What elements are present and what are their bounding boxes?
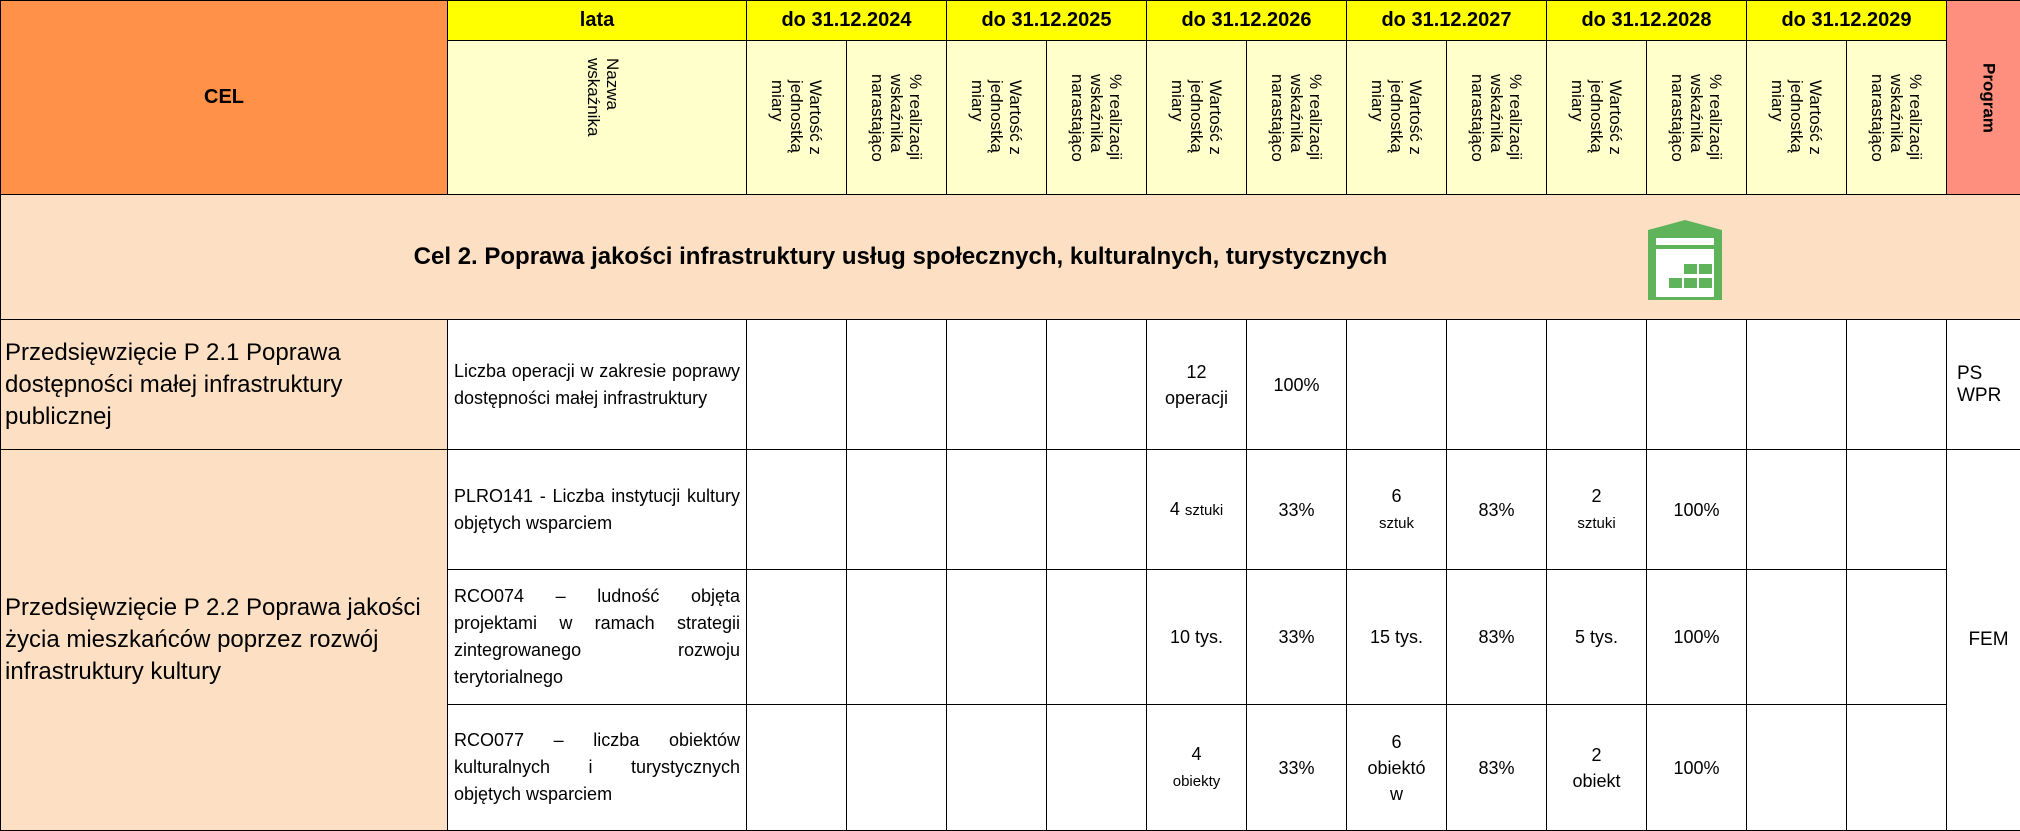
header-wartosc: Wartość z jednostką miary	[947, 41, 1047, 195]
pct-2028: 100%	[1647, 705, 1747, 831]
header-wartosc: Wartość z jednostką miary	[1347, 41, 1447, 195]
pct-2026: 33%	[1247, 570, 1347, 705]
pct-2028: 100%	[1647, 570, 1747, 705]
header-cel: CEL	[1, 1, 448, 195]
wskaznik-name: Liczba operacji w zakresie poprawy dostępności małej infrastruktury	[448, 320, 747, 450]
header-wartosc: Wartość z jednostką miary	[1547, 41, 1647, 195]
header-nazwa: Nazwa wskaźnika	[448, 41, 747, 195]
value-2027: 6 obiektó w	[1347, 705, 1447, 831]
header-realizacja: % realizacji wskaźnika narastająco	[1447, 41, 1547, 195]
pct-2026: 100%	[1247, 320, 1347, 450]
header-realizacja: % realizacji wskaźnika narastająco	[847, 41, 947, 195]
header-realizacja: % realizacji wskaźnika narastająco	[1247, 41, 1347, 195]
value-2026: 4 obiekty	[1147, 705, 1247, 831]
pct-2026: 33%	[1247, 450, 1347, 570]
wskaznik-name: RCO074 – ludność objęta projektami w ramach strategii zintegrowanego rozwoju terytorialnego	[448, 570, 747, 705]
header-year-2028: do 31.12.2028	[1547, 1, 1747, 41]
przedsiewziecie-p21: Przedsięwzięcie P 2.1 Poprawa dostępności małej infrastruktury publicznej	[1, 320, 448, 450]
header-year-2024: do 31.12.2024	[747, 1, 947, 41]
goal-banner	[1, 195, 2020, 320]
pct-2028: 100%	[1647, 450, 1747, 570]
wskaznik-name: RCO077 – liczba obiektów kulturalnych i turystycznych objętych wsparciem	[448, 705, 747, 831]
value-2027: 15 tys.	[1347, 570, 1447, 705]
program-p21: PS WPR	[1947, 320, 2020, 450]
pct-2027: 83%	[1447, 570, 1547, 705]
value-2026: 12 operacji	[1147, 320, 1247, 450]
header-year-2027: do 31.12.2027	[1347, 1, 1547, 41]
pct-2026: 33%	[1247, 705, 1347, 831]
pct-2027: 83%	[1447, 705, 1547, 831]
program-p22: FEM	[1947, 450, 2020, 831]
value-2028: 5 tys.	[1547, 570, 1647, 705]
value-2026: 10 tys.	[1147, 570, 1247, 705]
value-2028: 2 obiekt	[1547, 705, 1647, 831]
header-realizacja: % realizacji wskaźnika narastająco	[1847, 41, 1947, 195]
header-year-2026: do 31.12.2026	[1147, 1, 1347, 41]
header-year-2025: do 31.12.2025	[947, 1, 1147, 41]
value-2027: 6 sztuk	[1347, 450, 1447, 570]
header-year-2029: do 31.12.2029	[1747, 1, 1947, 41]
przedsiewziecie-p22: Przedsięwzięcie P 2.2 Poprawa jakości życia mieszkańców poprzez rozwój infrastruktury kultury	[1, 450, 448, 831]
header-program: Program	[1947, 1, 2020, 195]
value-2028: 2 sztuki	[1547, 450, 1647, 570]
header-wartosc: Wartość z jednostką miary	[747, 41, 847, 195]
header-wartosc: Wartość z jednostką miary	[1747, 41, 1847, 195]
value-2026: 4 sztuki	[1147, 450, 1247, 570]
goal-title: Cel 2. Poprawa jakości infrastruktury usług społecznych, kulturalnych, turystycznych	[1, 195, 1700, 319]
wskaznik-name: PLRO141 - Liczba instytucji kultury objętych wsparciem	[448, 450, 747, 570]
header-wartosc: Wartość z jednostką miary	[1147, 41, 1247, 195]
header-realizacja: % realizacji wskaźnika narastająco	[1047, 41, 1147, 195]
header-lata: lata	[448, 1, 747, 41]
pct-2027: 83%	[1447, 450, 1547, 570]
header-realizacja: % realizacji wskaźnika narastająco	[1647, 41, 1747, 195]
warehouse-icon	[1640, 218, 1730, 307]
